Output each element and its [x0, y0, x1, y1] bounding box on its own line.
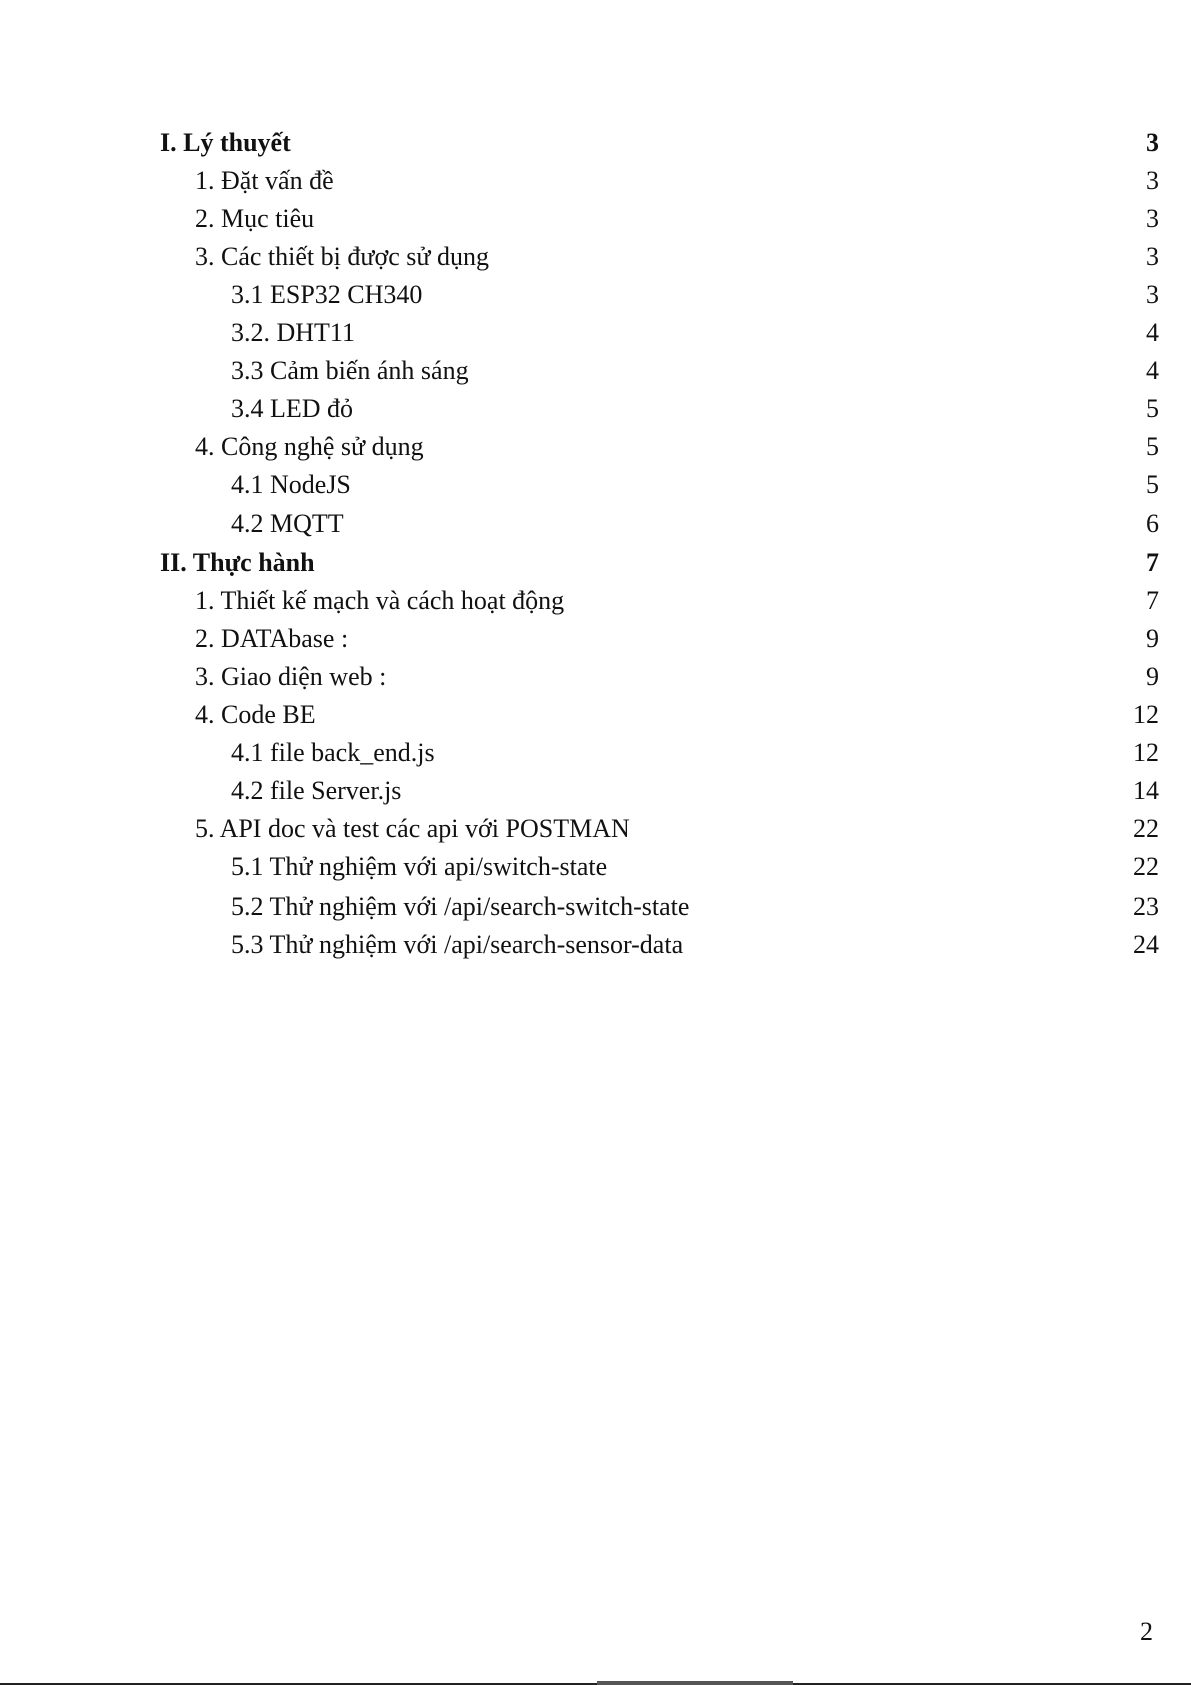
- toc-entry-nodejs[interactable]: [0, 467, 1191, 503]
- toc-entry-led[interactable]: [0, 391, 1191, 427]
- toc-entry-server-js[interactable]: [0, 773, 1191, 809]
- toc-entry-code-be[interactable]: [0, 697, 1191, 733]
- toc-entry-title: 4.1 file back_end.js: [231, 738, 435, 767]
- toc-entry-giao-dien-web[interactable]: [0, 659, 1191, 695]
- toc-entry-page: 12: [1133, 738, 1159, 767]
- toc-entry-title: 3.1 ESP32 CH340: [231, 280, 423, 309]
- toc-entry-page: 24: [1133, 930, 1159, 959]
- toc-entry-title: 3.4 LED đỏ: [231, 394, 354, 423]
- toc-entry-title: 5.1 Thử nghiệm với api/switch-state: [231, 852, 608, 881]
- bottom-divider-accent: [597, 1681, 793, 1685]
- toc-entry-title: 4.2 file Server.js: [231, 776, 402, 805]
- toc-entry-title: 2. DATAbase :: [195, 624, 349, 653]
- toc-entry-esp32[interactable]: [0, 277, 1191, 313]
- toc-entry-page: 3: [1146, 242, 1159, 271]
- toc-entry-title: 5.3 Thử nghiệm với /api/search-sensor-data: [231, 930, 684, 959]
- toc-entry-thiet-ke-mach[interactable]: [0, 583, 1191, 619]
- toc-entry-page: 3: [1146, 128, 1159, 157]
- toc-entry-muc-tieu[interactable]: [0, 201, 1191, 237]
- toc-entry-page: 14: [1133, 776, 1159, 805]
- toc-entry-page: 4: [1146, 356, 1159, 385]
- toc-entry-api-doc[interactable]: [0, 811, 1191, 847]
- toc-entry-page: 6: [1146, 509, 1159, 538]
- toc-entry-title: 5. API doc và test các api với POSTMAN: [195, 814, 630, 843]
- toc-entry-page: 23: [1133, 892, 1159, 921]
- toc-entry-title: I. Lý thuyết: [160, 128, 291, 157]
- toc-entry-title: II. Thực hành: [160, 548, 315, 577]
- toc-entry-page: 3: [1146, 280, 1159, 309]
- toc-entry-title: 2. Mục tiêu: [195, 204, 315, 233]
- toc-entry-page: 22: [1133, 852, 1159, 881]
- toc-entry-search-sensor-data[interactable]: [0, 927, 1191, 963]
- toc-entry-page: 9: [1146, 662, 1159, 691]
- toc-entry-switch-state[interactable]: [0, 849, 1191, 885]
- toc-entry-title: 3.3 Cảm biến ánh sáng: [231, 356, 469, 385]
- toc-entry-page: 22: [1133, 814, 1159, 843]
- toc-entry-ly-thuyet[interactable]: [0, 125, 1191, 161]
- toc-entry-dat-van-de[interactable]: [0, 163, 1191, 199]
- toc-entry-title: 4.2 MQTT: [231, 509, 344, 538]
- toc-entry-page: 4: [1146, 318, 1159, 347]
- toc-entry-cong-nghe[interactable]: [0, 429, 1191, 465]
- page-number: 2: [1140, 1617, 1153, 1646]
- toc-entry-page: 5: [1146, 432, 1159, 461]
- toc-entry-page: 12: [1133, 700, 1159, 729]
- toc-entry-title: 1. Đặt vấn đề: [195, 166, 334, 195]
- toc-entry-page: 5: [1146, 470, 1159, 499]
- toc-entry-page: 3: [1146, 166, 1159, 195]
- toc-entry-page: 3: [1146, 204, 1159, 233]
- toc-entry-mqtt[interactable]: [0, 506, 1191, 542]
- toc-entry-title: 3.2. DHT11: [231, 318, 355, 347]
- toc-entry-cam-bien[interactable]: [0, 353, 1191, 389]
- toc-entry-title: 3. Các thiết bị được sử dụng: [195, 242, 489, 271]
- toc-entry-title: 1. Thiết kế mạch và cách hoạt động: [195, 586, 565, 615]
- toc-entry-page: 9: [1146, 624, 1159, 653]
- toc-entry-thiet-bi[interactable]: [0, 239, 1191, 275]
- toc-entry-back-end-js[interactable]: [0, 735, 1191, 771]
- toc-entry-page: 7: [1146, 548, 1159, 577]
- toc-entry-page: 5: [1146, 394, 1159, 423]
- toc-entry-title: 4. Code BE: [195, 700, 316, 729]
- toc-entry-title: 4.1 NodeJS: [231, 470, 351, 499]
- toc-entry-thuc-hanh[interactable]: [0, 545, 1191, 581]
- toc-entry-dht11[interactable]: [0, 315, 1191, 351]
- toc-entry-page: 7: [1146, 586, 1159, 615]
- toc-entry-search-switch-state[interactable]: [0, 889, 1191, 925]
- toc-entry-title: 3. Giao diện web :: [195, 662, 387, 691]
- toc-entry-title: 4. Công nghệ sử dụng: [195, 432, 424, 461]
- toc-entry-title: 5.2 Thử nghiệm với /api/search-switch-state: [231, 892, 690, 921]
- toc-entry-database[interactable]: [0, 621, 1191, 657]
